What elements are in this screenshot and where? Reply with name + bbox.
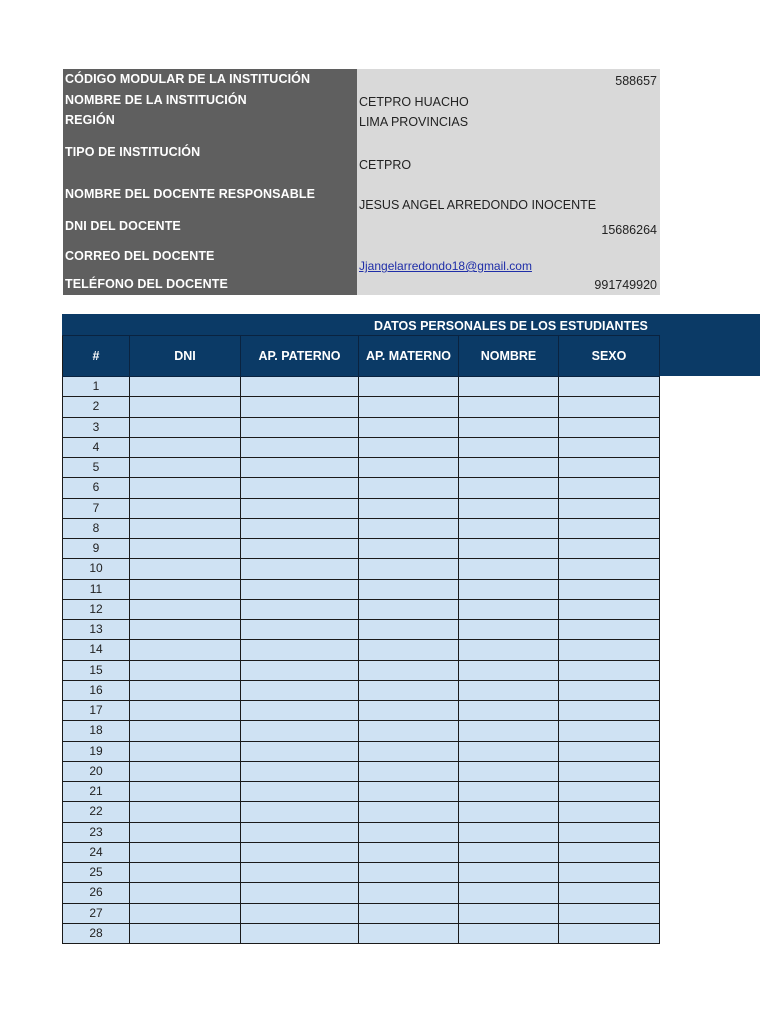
dni-cell[interactable] — [130, 660, 241, 680]
sexo-cell[interactable] — [559, 883, 660, 903]
column-header-number: # — [63, 336, 130, 377]
tipo-institucion-value: CETPRO — [359, 158, 412, 172]
nombre-cell[interactable] — [459, 458, 559, 478]
sexo-cell[interactable] — [559, 903, 660, 923]
table-row — [63, 640, 660, 660]
ap-materno-cell[interactable] — [359, 660, 459, 680]
sexo-cell[interactable] — [559, 802, 660, 822]
sexo-cell[interactable] — [559, 761, 660, 781]
ap-paterno-cell[interactable] — [241, 518, 359, 538]
ap-materno-cell[interactable] — [359, 579, 459, 599]
ap-materno-cell[interactable] — [359, 498, 459, 518]
sexo-cell[interactable] — [559, 721, 660, 741]
nombre-cell[interactable] — [459, 701, 559, 721]
table-row — [63, 478, 660, 498]
ap-materno-cell[interactable] — [359, 437, 459, 457]
nombre-cell[interactable] — [459, 660, 559, 680]
ap-materno-cell[interactable] — [359, 903, 459, 923]
ap-materno-cell[interactable] — [359, 620, 459, 640]
nombre-cell[interactable] — [459, 397, 559, 417]
ap-materno-cell[interactable] — [359, 458, 459, 478]
ap-paterno-cell[interactable] — [241, 863, 359, 883]
ap-paterno-cell[interactable] — [241, 782, 359, 802]
table-row — [63, 620, 660, 640]
docente-responsable-value: JESUS ANGEL ARREDONDO INOCENTE — [359, 198, 597, 212]
telefono-docente-label: TELÉFONO DEL DOCENTE — [65, 277, 228, 291]
ap-paterno-cell[interactable] — [241, 579, 359, 599]
table-header-row — [63, 336, 660, 377]
dni-cell[interactable] — [130, 802, 241, 822]
table-row — [63, 761, 660, 781]
table-body — [63, 377, 660, 944]
row-number: 18 — [63, 721, 130, 741]
row-number: 8 — [63, 518, 130, 538]
row-number: 5 — [63, 458, 130, 478]
column-header-ap-materno: AP. MATERNO — [359, 336, 459, 377]
info-values-column — [357, 69, 660, 295]
row-number: 7 — [63, 498, 130, 518]
sexo-cell[interactable] — [559, 701, 660, 721]
column-header-nombre: NOMBRE — [459, 336, 559, 377]
dni-cell[interactable] — [130, 903, 241, 923]
sexo-cell[interactable] — [559, 741, 660, 761]
dni-cell[interactable] — [130, 701, 241, 721]
dni-cell[interactable] — [130, 458, 241, 478]
row-number: 24 — [63, 842, 130, 862]
ap-materno-cell[interactable] — [359, 599, 459, 619]
dni-cell[interactable] — [130, 620, 241, 640]
ap-materno-cell[interactable] — [359, 518, 459, 538]
ap-materno-cell[interactable] — [359, 863, 459, 883]
table-row — [63, 559, 660, 579]
dni-cell[interactable] — [130, 640, 241, 660]
table-row — [63, 863, 660, 883]
row-number: 17 — [63, 701, 130, 721]
dni-cell[interactable] — [130, 478, 241, 498]
table-row — [63, 782, 660, 802]
column-header-ap-paterno: AP. PATERNO — [241, 336, 359, 377]
nombre-cell[interactable] — [459, 842, 559, 862]
dni-cell[interactable] — [130, 721, 241, 741]
ap-materno-cell[interactable] — [359, 923, 459, 943]
row-number: 11 — [63, 579, 130, 599]
nombre-cell[interactable] — [459, 822, 559, 842]
ap-paterno-cell[interactable] — [241, 397, 359, 417]
ap-materno-cell[interactable] — [359, 478, 459, 498]
ap-paterno-cell[interactable] — [241, 559, 359, 579]
ap-materno-cell[interactable] — [359, 802, 459, 822]
table-row — [63, 701, 660, 721]
row-number: 10 — [63, 559, 130, 579]
dni-cell[interactable] — [130, 417, 241, 437]
dni-cell[interactable] — [130, 397, 241, 417]
sexo-cell[interactable] — [559, 923, 660, 943]
nombre-cell[interactable] — [459, 903, 559, 923]
ap-paterno-cell[interactable] — [241, 417, 359, 437]
nombre-institucion-value: CETPRO HUACHO — [359, 95, 469, 109]
nombre-institucion-label: NOMBRE DE LA INSTITUCIÓN — [65, 93, 247, 107]
ap-paterno-cell[interactable] — [241, 923, 359, 943]
nombre-cell[interactable] — [459, 620, 559, 640]
dni-cell[interactable] — [130, 498, 241, 518]
nombre-cell[interactable] — [459, 923, 559, 943]
table-row — [63, 417, 660, 437]
nombre-cell[interactable] — [459, 559, 559, 579]
table-row — [63, 437, 660, 457]
nombre-cell[interactable] — [459, 498, 559, 518]
table-row — [63, 842, 660, 862]
ap-materno-cell[interactable] — [359, 721, 459, 741]
nombre-cell[interactable] — [459, 761, 559, 781]
sexo-cell[interactable] — [559, 680, 660, 700]
ap-materno-cell[interactable] — [359, 822, 459, 842]
table-row — [63, 660, 660, 680]
sexo-cell[interactable] — [559, 640, 660, 660]
telefono-docente-value: 991749920 — [594, 278, 657, 292]
institution-info-block — [63, 69, 660, 295]
nombre-cell[interactable] — [459, 883, 559, 903]
row-number: 26 — [63, 883, 130, 903]
table-row — [63, 741, 660, 761]
dni-cell[interactable] — [130, 923, 241, 943]
table-row — [63, 680, 660, 700]
row-number: 6 — [63, 478, 130, 498]
sexo-cell[interactable] — [559, 498, 660, 518]
row-number: 27 — [63, 903, 130, 923]
ap-paterno-cell[interactable] — [241, 478, 359, 498]
ap-materno-cell[interactable] — [359, 680, 459, 700]
dni-docente-value: 15686264 — [601, 223, 657, 237]
sexo-cell[interactable] — [559, 842, 660, 862]
row-number: 20 — [63, 761, 130, 781]
nombre-cell[interactable] — [459, 802, 559, 822]
dni-cell[interactable] — [130, 822, 241, 842]
nombre-cell[interactable] — [459, 680, 559, 700]
ap-paterno-cell[interactable] — [241, 660, 359, 680]
row-number: 21 — [63, 782, 130, 802]
column-header-sexo: SEXO — [559, 336, 660, 377]
ap-paterno-cell[interactable] — [241, 741, 359, 761]
dni-cell[interactable] — [130, 761, 241, 781]
ap-materno-cell[interactable] — [359, 741, 459, 761]
dni-docente-label: DNI DEL DOCENTE — [65, 219, 181, 233]
dni-cell[interactable] — [130, 741, 241, 761]
sexo-cell[interactable] — [559, 458, 660, 478]
row-number: 16 — [63, 680, 130, 700]
dni-cell[interactable] — [130, 539, 241, 559]
nombre-cell[interactable] — [459, 863, 559, 883]
ap-paterno-cell[interactable] — [241, 377, 359, 397]
ap-paterno-cell[interactable] — [241, 437, 359, 457]
row-number: 13 — [63, 620, 130, 640]
nombre-cell[interactable] — [459, 599, 559, 619]
ap-paterno-cell[interactable] — [241, 640, 359, 660]
region-value: LIMA PROVINCIAS — [359, 115, 469, 129]
row-number: 15 — [63, 660, 130, 680]
ap-paterno-cell[interactable] — [241, 721, 359, 741]
row-number: 4 — [63, 437, 130, 457]
table-row — [63, 579, 660, 599]
row-number: 12 — [63, 599, 130, 619]
dni-cell[interactable] — [130, 377, 241, 397]
nombre-cell[interactable] — [459, 518, 559, 538]
table-row — [63, 599, 660, 619]
row-number: 22 — [63, 802, 130, 822]
region-label: REGIÓN — [65, 113, 115, 127]
sexo-cell[interactable] — [559, 599, 660, 619]
dni-cell[interactable] — [130, 579, 241, 599]
students-table — [62, 335, 660, 944]
ap-materno-cell[interactable] — [359, 701, 459, 721]
ap-paterno-cell[interactable] — [241, 842, 359, 862]
table-row — [63, 802, 660, 822]
row-number: 9 — [63, 539, 130, 559]
sexo-cell[interactable] — [559, 437, 660, 457]
row-number: 3 — [63, 417, 130, 437]
sexo-cell[interactable] — [559, 782, 660, 802]
ap-paterno-cell[interactable] — [241, 599, 359, 619]
dni-cell[interactable] — [130, 782, 241, 802]
nombre-cell[interactable] — [459, 539, 559, 559]
nombre-cell[interactable] — [459, 579, 559, 599]
ap-paterno-cell[interactable] — [241, 458, 359, 478]
row-number: 14 — [63, 640, 130, 660]
row-number: 1 — [63, 377, 130, 397]
row-number: 28 — [63, 923, 130, 943]
dni-cell[interactable] — [130, 842, 241, 862]
codigo-modular-label: CÓDIGO MODULAR DE LA INSTITUCIÓN — [65, 72, 311, 86]
sexo-cell[interactable] — [559, 478, 660, 498]
students-table-title: DATOS PERSONALES DE LOS ESTUDIANTES — [374, 319, 648, 333]
sexo-cell[interactable] — [559, 518, 660, 538]
sexo-cell[interactable] — [559, 620, 660, 640]
sexo-cell[interactable] — [559, 377, 660, 397]
table-row — [63, 458, 660, 478]
table-row — [63, 539, 660, 559]
dni-cell[interactable] — [130, 559, 241, 579]
ap-paterno-cell[interactable] — [241, 883, 359, 903]
sexo-cell[interactable] — [559, 539, 660, 559]
ap-materno-cell[interactable] — [359, 417, 459, 437]
sexo-cell[interactable] — [559, 863, 660, 883]
nombre-cell[interactable] — [459, 640, 559, 660]
nombre-cell[interactable] — [459, 721, 559, 741]
table-row — [63, 721, 660, 741]
ap-paterno-cell[interactable] — [241, 761, 359, 781]
ap-paterno-cell[interactable] — [241, 822, 359, 842]
correo-docente-link[interactable]: Jjangelarredondo18@gmail.com — [359, 259, 532, 273]
dni-cell[interactable] — [130, 599, 241, 619]
ap-paterno-cell[interactable] — [241, 802, 359, 822]
docente-responsable-label: NOMBRE DEL DOCENTE RESPONSABLE — [65, 187, 316, 201]
sexo-cell[interactable] — [559, 660, 660, 680]
codigo-modular-value: 588657 — [615, 74, 657, 88]
ap-materno-cell[interactable] — [359, 377, 459, 397]
row-number: 19 — [63, 741, 130, 761]
row-number: 23 — [63, 822, 130, 842]
info-labels-column — [63, 69, 357, 295]
sexo-cell[interactable] — [559, 579, 660, 599]
dni-cell[interactable] — [130, 863, 241, 883]
sexo-cell[interactable] — [559, 559, 660, 579]
nombre-cell[interactable] — [459, 478, 559, 498]
dni-cell[interactable] — [130, 883, 241, 903]
table-row — [63, 518, 660, 538]
table-row — [63, 883, 660, 903]
ap-materno-cell[interactable] — [359, 640, 459, 660]
ap-materno-cell[interactable] — [359, 782, 459, 802]
nombre-cell[interactable] — [459, 417, 559, 437]
table-row — [63, 923, 660, 943]
ap-paterno-cell[interactable] — [241, 539, 359, 559]
table-row — [63, 822, 660, 842]
ap-materno-cell[interactable] — [359, 397, 459, 417]
ap-materno-cell[interactable] — [359, 842, 459, 862]
tipo-institucion-label: TIPO DE INSTITUCIÓN — [65, 145, 201, 159]
table-row — [63, 498, 660, 518]
ap-paterno-cell[interactable] — [241, 620, 359, 640]
sexo-cell[interactable] — [559, 417, 660, 437]
table-row — [63, 377, 660, 397]
row-number: 25 — [63, 863, 130, 883]
ap-materno-cell[interactable] — [359, 883, 459, 903]
table-row — [63, 397, 660, 417]
table-row — [63, 903, 660, 923]
correo-docente-label: CORREO DEL DOCENTE — [65, 249, 215, 263]
dni-cell[interactable] — [130, 518, 241, 538]
ap-paterno-cell[interactable] — [241, 903, 359, 923]
sexo-cell[interactable] — [559, 397, 660, 417]
ap-paterno-cell[interactable] — [241, 498, 359, 518]
nombre-cell[interactable] — [459, 741, 559, 761]
nombre-cell[interactable] — [459, 377, 559, 397]
ap-materno-cell[interactable] — [359, 539, 459, 559]
sexo-cell[interactable] — [559, 822, 660, 842]
nombre-cell[interactable] — [459, 782, 559, 802]
ap-paterno-cell[interactable] — [241, 701, 359, 721]
ap-paterno-cell[interactable] — [241, 680, 359, 700]
ap-materno-cell[interactable] — [359, 761, 459, 781]
ap-materno-cell[interactable] — [359, 559, 459, 579]
dni-cell[interactable] — [130, 437, 241, 457]
row-number: 2 — [63, 397, 130, 417]
nombre-cell[interactable] — [459, 437, 559, 457]
dni-cell[interactable] — [130, 680, 241, 700]
column-header-dni: DNI — [130, 336, 241, 377]
